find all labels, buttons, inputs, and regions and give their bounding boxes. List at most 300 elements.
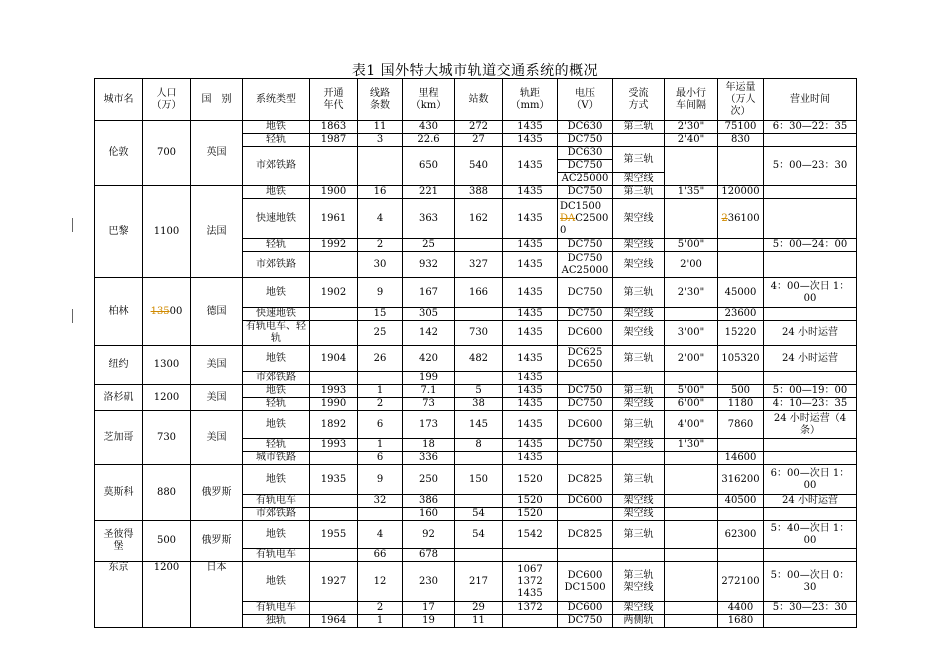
operating-hours bbox=[764, 308, 857, 321]
gauge: 1520 bbox=[503, 495, 558, 508]
system-type: 市郊铁路 bbox=[243, 147, 310, 186]
annual-volume bbox=[718, 372, 764, 385]
table-title: 表1 国外特大城市轨道交通系统的概况 bbox=[351, 63, 599, 79]
voltage: DC600 bbox=[558, 495, 613, 508]
gauge: 1435 bbox=[503, 321, 558, 346]
length-km: 250 bbox=[403, 465, 455, 495]
current-collection: 架空线 bbox=[613, 173, 665, 186]
length-km: 19 bbox=[403, 615, 455, 628]
voltage: DC625 DC650 bbox=[558, 346, 613, 372]
annual-volume: 15220 bbox=[718, 321, 764, 346]
length-km: 932 bbox=[403, 252, 455, 278]
header-length: 里程 （km） bbox=[403, 79, 455, 121]
opening-year: 1993 bbox=[310, 439, 358, 452]
city-name: 柏林 bbox=[95, 278, 143, 346]
operating-hours: 24 小时运营 bbox=[764, 321, 857, 346]
voltage: DC750 bbox=[558, 615, 613, 628]
min-interval: 2'40" bbox=[665, 134, 718, 147]
operating-hours: 4：00—次日 1： 00 bbox=[764, 278, 857, 308]
length-km: 92 bbox=[403, 521, 455, 549]
current-collection: 第三轨 bbox=[613, 521, 665, 549]
length-km: 22.6 bbox=[403, 134, 455, 147]
voltage: DC750 bbox=[558, 239, 613, 252]
voltage: AC25000 bbox=[558, 173, 613, 186]
station-count: 29 bbox=[455, 602, 503, 615]
gauge bbox=[503, 615, 558, 628]
table-row bbox=[95, 562, 857, 602]
length-km: 17 bbox=[403, 602, 455, 615]
opening-year: 1987 bbox=[310, 134, 358, 147]
opening-year bbox=[310, 508, 358, 521]
operating-hours: 6：00—次日 1： 00 bbox=[764, 465, 857, 495]
station-count: 54 bbox=[455, 508, 503, 521]
min-interval: 3'00" bbox=[665, 321, 718, 346]
table-row bbox=[95, 186, 857, 199]
gauge: 1435 bbox=[503, 346, 558, 372]
gauge: 1435 bbox=[503, 121, 558, 134]
annual-volume: 272100 bbox=[718, 562, 764, 602]
city-country: 法国 bbox=[191, 186, 243, 278]
voltage bbox=[558, 508, 613, 521]
current-collection bbox=[613, 549, 665, 562]
opening-year: 1904 bbox=[310, 346, 358, 372]
operating-hours bbox=[764, 252, 857, 278]
station-count bbox=[455, 495, 503, 508]
operating-hours bbox=[764, 508, 857, 521]
current-collection: 第三轨 bbox=[613, 278, 665, 308]
station-count: 272 bbox=[455, 121, 503, 134]
line-count: 1 bbox=[358, 385, 403, 398]
gauge: 1435 bbox=[503, 147, 558, 186]
city-name: 洛杉矶 bbox=[95, 385, 143, 411]
line-count: 32 bbox=[358, 495, 403, 508]
system-type: 地铁 bbox=[243, 186, 310, 199]
city-population: 1200 bbox=[143, 562, 191, 628]
city-name: 纽约 bbox=[95, 346, 143, 385]
current-collection: 架空线 bbox=[613, 439, 665, 452]
operating-hours bbox=[764, 439, 857, 452]
operating-hours: 24 小时运营（4 条） bbox=[764, 411, 857, 439]
gauge: 1435 bbox=[503, 252, 558, 278]
line-count: 9 bbox=[358, 278, 403, 308]
station-count: 327 bbox=[455, 252, 503, 278]
voltage: DC750 bbox=[558, 398, 613, 411]
station-count: 8 bbox=[455, 439, 503, 452]
station-count: 145 bbox=[455, 411, 503, 439]
system-type: 市郊铁路 bbox=[243, 508, 310, 521]
city-country: 俄罗斯 bbox=[191, 465, 243, 521]
header-stations: 站数 bbox=[455, 79, 503, 121]
annual-volume bbox=[718, 508, 764, 521]
line-count: 6 bbox=[358, 411, 403, 439]
city-country: 日本 bbox=[191, 562, 243, 628]
current-collection bbox=[613, 372, 665, 385]
length-km: 7.1 bbox=[403, 385, 455, 398]
length-km: 142 bbox=[403, 321, 455, 346]
system-type: 市郊铁路 bbox=[243, 372, 310, 385]
annual-volume: 40500 bbox=[718, 495, 764, 508]
current-collection: 第三轨 bbox=[613, 121, 665, 134]
operating-hours bbox=[764, 549, 857, 562]
operating-hours: 5：00—次日 0： 30 bbox=[764, 562, 857, 602]
annual-volume: 1180 bbox=[718, 398, 764, 411]
opening-year bbox=[310, 602, 358, 615]
gauge: 1435 bbox=[503, 398, 558, 411]
min-interval bbox=[665, 615, 718, 628]
min-interval bbox=[665, 308, 718, 321]
min-interval: 2'30" bbox=[665, 121, 718, 134]
voltage: DC750 bbox=[558, 439, 613, 452]
system-type: 有轨电车 bbox=[243, 495, 310, 508]
opening-year: 1863 bbox=[310, 121, 358, 134]
gauge: 1520 bbox=[503, 465, 558, 495]
opening-year: 1902 bbox=[310, 278, 358, 308]
revision-margin-mark bbox=[72, 309, 73, 323]
city-population: 880 bbox=[143, 465, 191, 521]
system-type: 地铁 bbox=[243, 121, 310, 134]
min-interval bbox=[665, 452, 718, 465]
header-annual-volume: 年运量 （万人 次） bbox=[718, 79, 764, 121]
header-current-collection: 受流 方式 bbox=[613, 79, 665, 121]
opening-year bbox=[310, 372, 358, 385]
line-count: 30 bbox=[358, 252, 403, 278]
annual-volume bbox=[718, 252, 764, 278]
length-km: 420 bbox=[403, 346, 455, 372]
system-type: 轻轨 bbox=[243, 239, 310, 252]
station-count: 38 bbox=[455, 398, 503, 411]
length-km: 650 bbox=[403, 147, 455, 186]
station-count: 162 bbox=[455, 199, 503, 239]
annual-volume: 7860 bbox=[718, 411, 764, 439]
system-type: 快速地铁 bbox=[243, 308, 310, 321]
city-population bbox=[143, 278, 191, 346]
voltage: DC630 bbox=[558, 121, 613, 134]
gauge: 1542 bbox=[503, 521, 558, 549]
current-collection bbox=[613, 452, 665, 465]
min-interval: 1'35" bbox=[665, 186, 718, 199]
current-collection: 架空线 bbox=[613, 239, 665, 252]
gauge: 1435 bbox=[503, 372, 558, 385]
line-count: 66 bbox=[358, 549, 403, 562]
opening-year bbox=[310, 252, 358, 278]
annual-volume: 316200 bbox=[718, 465, 764, 495]
line-count: 2 bbox=[358, 602, 403, 615]
station-count: 5 bbox=[455, 385, 503, 398]
header-gauge: 轨距 （mm） bbox=[503, 79, 558, 121]
voltage: DC750 bbox=[558, 134, 613, 147]
city-population: 500 bbox=[143, 521, 191, 562]
voltage: DC600 DC1500 bbox=[558, 562, 613, 602]
current-collection: 两侧轨 bbox=[613, 615, 665, 628]
opening-year bbox=[310, 495, 358, 508]
voltage: DC750 bbox=[558, 385, 613, 398]
min-interval: 2'30" bbox=[665, 278, 718, 308]
annual-volume: 500 bbox=[718, 385, 764, 398]
station-count bbox=[455, 549, 503, 562]
opening-year: 1993 bbox=[310, 385, 358, 398]
header-system-type: 系统类型 bbox=[243, 79, 310, 121]
header-row bbox=[95, 79, 857, 121]
current-collection: 第三轨 bbox=[613, 411, 665, 439]
min-interval: 2'00 bbox=[665, 252, 718, 278]
min-interval bbox=[665, 508, 718, 521]
gauge: 1435 bbox=[503, 439, 558, 452]
city-country: 德国 bbox=[191, 278, 243, 346]
line-count: 4 bbox=[358, 199, 403, 239]
min-interval: 2'00" bbox=[665, 346, 718, 372]
opening-year: 1935 bbox=[310, 465, 358, 495]
min-interval: 6'00" bbox=[665, 398, 718, 411]
city-name: 东京 bbox=[95, 562, 143, 628]
annual-volume-value: 36100 bbox=[727, 212, 760, 224]
opening-year: 1955 bbox=[310, 521, 358, 549]
current-collection: 架空线 bbox=[613, 495, 665, 508]
line-count: 1 bbox=[358, 439, 403, 452]
min-interval bbox=[665, 495, 718, 508]
gauge: 1435 bbox=[503, 411, 558, 439]
table-row bbox=[95, 346, 857, 372]
station-count: 54 bbox=[455, 521, 503, 549]
header-population: 人口 （万） bbox=[143, 79, 191, 121]
current-collection: 第三轨 架空线 bbox=[613, 562, 665, 602]
gauge: 1067 1372 1435 bbox=[503, 562, 558, 602]
length-km: 160 bbox=[403, 508, 455, 521]
operating-hours: 24 小时运营 bbox=[764, 346, 857, 372]
annual-volume: 62300 bbox=[718, 521, 764, 549]
city-population: 1200 bbox=[143, 385, 191, 411]
length-km: 73 bbox=[403, 398, 455, 411]
system-type: 地铁 bbox=[243, 385, 310, 398]
length-km: 305 bbox=[403, 308, 455, 321]
station-count: 27 bbox=[455, 134, 503, 147]
annual-volume bbox=[718, 147, 764, 186]
system-type: 轻轨 bbox=[243, 134, 310, 147]
opening-year: 1927 bbox=[310, 562, 358, 602]
gauge: 1435 bbox=[503, 452, 558, 465]
deleted-text: 2 bbox=[721, 212, 728, 224]
line-count: 15 bbox=[358, 308, 403, 321]
opening-year bbox=[310, 147, 358, 186]
header-country: 国 别 bbox=[191, 79, 243, 121]
voltage bbox=[558, 452, 613, 465]
operating-hours bbox=[764, 134, 857, 147]
line-count: 16 bbox=[358, 186, 403, 199]
metro-systems-table bbox=[94, 78, 857, 628]
station-count bbox=[455, 239, 503, 252]
annual-volume: 830 bbox=[718, 134, 764, 147]
annual-volume: 4400 bbox=[718, 602, 764, 615]
system-type: 有轨电车、轻轨 bbox=[243, 321, 310, 346]
min-interval: 4'00" bbox=[665, 411, 718, 439]
line-count: 25 bbox=[358, 321, 403, 346]
gauge bbox=[503, 549, 558, 562]
population-value: 00 bbox=[169, 305, 183, 317]
voltage: DC750 bbox=[558, 278, 613, 308]
gauge: 1435 bbox=[503, 186, 558, 199]
system-type: 地铁 bbox=[243, 465, 310, 495]
system-type: 有轨电车 bbox=[243, 602, 310, 615]
line-count: 3 bbox=[358, 134, 403, 147]
operating-hours: 5：40—次日 1： 00 bbox=[764, 521, 857, 549]
current-collection: 架空线 bbox=[613, 508, 665, 521]
system-type: 地铁 bbox=[243, 278, 310, 308]
length-km: 199 bbox=[403, 372, 455, 385]
header-opening-year: 开通 年代 bbox=[310, 79, 358, 121]
line-count: 2 bbox=[358, 398, 403, 411]
annual-volume bbox=[718, 549, 764, 562]
voltage: DC630 bbox=[558, 147, 613, 160]
min-interval bbox=[665, 562, 718, 602]
operating-hours: 5：00—19：00 bbox=[764, 385, 857, 398]
gauge: 1435 bbox=[503, 308, 558, 321]
operating-hours bbox=[764, 452, 857, 465]
city-name: 莫斯科 bbox=[95, 465, 143, 521]
gauge: 1520 bbox=[503, 508, 558, 521]
line-count: 12 bbox=[358, 562, 403, 602]
system-type: 市郊铁路 bbox=[243, 252, 310, 278]
min-interval: 5'00" bbox=[665, 385, 718, 398]
annual-volume: 14600 bbox=[718, 452, 764, 465]
system-type: 地铁 bbox=[243, 346, 310, 372]
operating-hours bbox=[764, 186, 857, 199]
length-km: 230 bbox=[403, 562, 455, 602]
annual-volume: 1680 bbox=[718, 615, 764, 628]
line-count bbox=[358, 508, 403, 521]
current-collection: 架空线 bbox=[613, 199, 665, 239]
header-line-count: 线路 条数 bbox=[358, 79, 403, 121]
current-collection: 架空线 bbox=[613, 252, 665, 278]
operating-hours: 24 小时运营 bbox=[764, 495, 857, 508]
gauge: 1435 bbox=[503, 385, 558, 398]
annual-volume bbox=[718, 239, 764, 252]
system-type: 地铁 bbox=[243, 562, 310, 602]
city-name: 伦敦 bbox=[95, 121, 143, 186]
current-collection: 架空线 bbox=[613, 321, 665, 346]
min-interval bbox=[665, 521, 718, 549]
opening-year bbox=[310, 549, 358, 562]
current-collection: 架空线 bbox=[613, 602, 665, 615]
system-type: 快速地铁 bbox=[243, 199, 310, 239]
length-km: 18 bbox=[403, 439, 455, 452]
annual-volume: 105320 bbox=[718, 346, 764, 372]
voltage-line: DC1500 bbox=[560, 200, 602, 212]
gauge: 1435 bbox=[503, 278, 558, 308]
length-km: 336 bbox=[403, 452, 455, 465]
city-population: 1100 bbox=[143, 186, 191, 278]
system-type: 有轨电车 bbox=[243, 549, 310, 562]
opening-year: 1892 bbox=[310, 411, 358, 439]
gauge: 1435 bbox=[503, 199, 558, 239]
line-count: 4 bbox=[358, 521, 403, 549]
station-count: 217 bbox=[455, 562, 503, 602]
gauge: 1372 bbox=[503, 602, 558, 615]
system-type: 地铁 bbox=[243, 411, 310, 439]
min-interval bbox=[665, 549, 718, 562]
line-count: 11 bbox=[358, 121, 403, 134]
city-name: 巴黎 bbox=[95, 186, 143, 278]
voltage bbox=[558, 549, 613, 562]
opening-year bbox=[310, 321, 358, 346]
station-count bbox=[455, 308, 503, 321]
station-count: 482 bbox=[455, 346, 503, 372]
opening-year: 1990 bbox=[310, 398, 358, 411]
min-interval bbox=[665, 372, 718, 385]
opening-year bbox=[310, 308, 358, 321]
system-type: 城市铁路 bbox=[243, 452, 310, 465]
city-country: 美国 bbox=[191, 411, 243, 465]
min-interval bbox=[665, 465, 718, 495]
min-interval: 1'30" bbox=[665, 439, 718, 452]
voltage: DC825 bbox=[558, 521, 613, 549]
header-city: 城市名 bbox=[95, 79, 143, 121]
min-interval bbox=[665, 147, 718, 186]
voltage bbox=[558, 372, 613, 385]
length-km: 173 bbox=[403, 411, 455, 439]
system-type: 地铁 bbox=[243, 521, 310, 549]
header-min-interval: 最小行 车间隔 bbox=[665, 79, 718, 121]
opening-year: 1900 bbox=[310, 186, 358, 199]
line-count: 6 bbox=[358, 452, 403, 465]
city-country: 英国 bbox=[191, 121, 243, 186]
table-row bbox=[95, 121, 857, 134]
operating-hours bbox=[764, 615, 857, 628]
length-km: 678 bbox=[403, 549, 455, 562]
header-operating-hours: 营业时间 bbox=[764, 79, 857, 121]
current-collection: 第三轨 bbox=[613, 465, 665, 495]
length-km: 386 bbox=[403, 495, 455, 508]
opening-year: 1992 bbox=[310, 239, 358, 252]
deleted-text: DA bbox=[560, 212, 576, 224]
station-count: 540 bbox=[455, 147, 503, 186]
revision-margin-mark bbox=[72, 218, 73, 232]
operating-hours bbox=[764, 372, 857, 385]
voltage: DC825 bbox=[558, 465, 613, 495]
voltage: DC600 bbox=[558, 321, 613, 346]
line-count: 1 bbox=[358, 615, 403, 628]
voltage: DC750 AC25000 bbox=[558, 252, 613, 278]
table-row bbox=[95, 278, 857, 308]
city-population: 730 bbox=[143, 411, 191, 465]
voltage bbox=[558, 199, 613, 239]
length-km: 430 bbox=[403, 121, 455, 134]
opening-year bbox=[310, 452, 358, 465]
operating-hours: 4：10—23：35 bbox=[764, 398, 857, 411]
table-row bbox=[95, 411, 857, 439]
current-collection: 第三轨 bbox=[613, 385, 665, 398]
operating-hours: 5：00—24：00 bbox=[764, 239, 857, 252]
line-count: 2 bbox=[358, 239, 403, 252]
system-type: 轻轨 bbox=[243, 398, 310, 411]
station-count bbox=[455, 372, 503, 385]
current-collection: 架空线 bbox=[613, 398, 665, 411]
length-km: 221 bbox=[403, 186, 455, 199]
operating-hours bbox=[764, 199, 857, 239]
voltage: DC750 bbox=[558, 160, 613, 173]
station-count: 166 bbox=[455, 278, 503, 308]
header-voltage: 电压 （V） bbox=[558, 79, 613, 121]
operating-hours: 5：00—23：30 bbox=[764, 147, 857, 186]
length-km: 363 bbox=[403, 199, 455, 239]
min-interval bbox=[665, 602, 718, 615]
city-country: 俄罗斯 bbox=[191, 521, 243, 562]
annual-volume bbox=[718, 199, 764, 239]
city-name: 圣彼得 堡 bbox=[95, 521, 143, 562]
gauge: 1435 bbox=[503, 239, 558, 252]
current-collection: 第三轨 bbox=[613, 346, 665, 372]
station-count: 11 bbox=[455, 615, 503, 628]
city-population: 1300 bbox=[143, 346, 191, 385]
city-country: 美国 bbox=[191, 346, 243, 385]
